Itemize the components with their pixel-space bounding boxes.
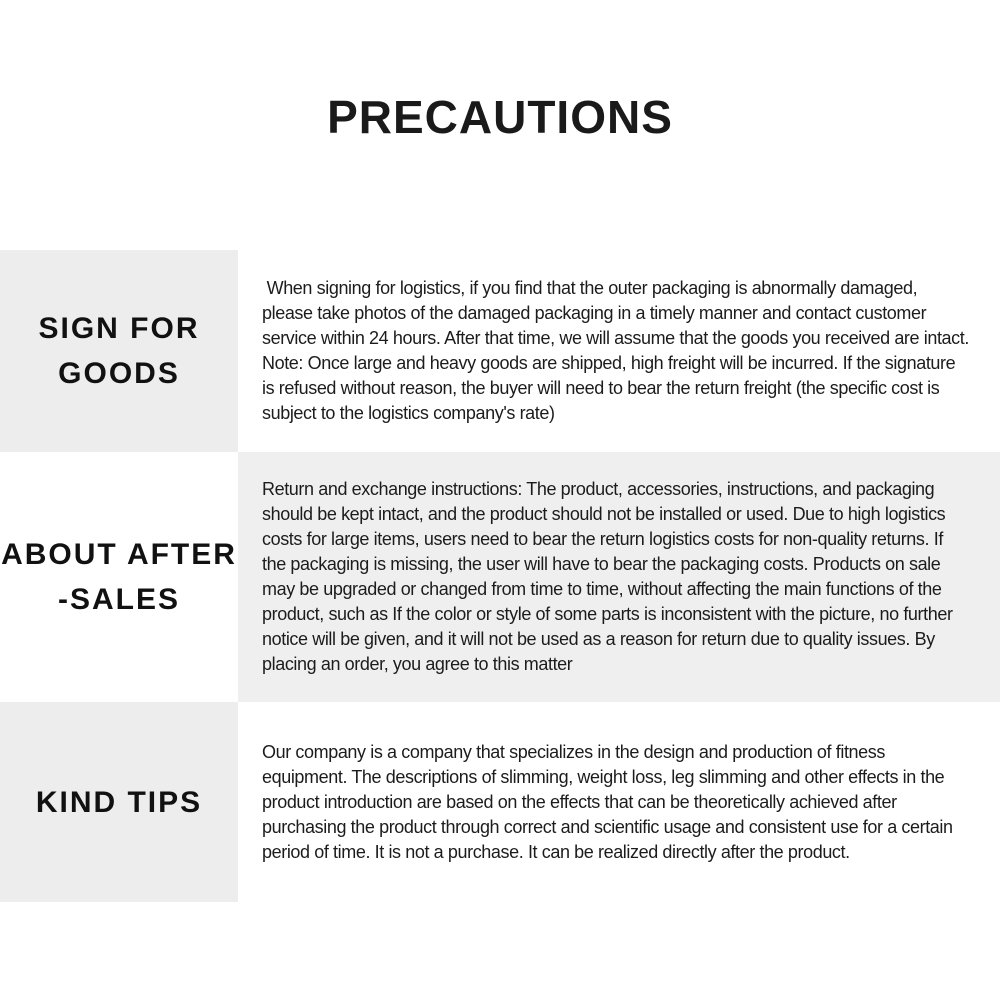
content-sign-for-goods [238,250,1000,452]
section-about-after-sales [0,452,1000,702]
label-box-about-after-sales [0,452,238,702]
label-line: SIGN FOR [38,312,200,345]
label-line: GOODS [58,357,180,390]
label-box-kind-tips [0,702,238,902]
content-about-after-sales [238,452,1000,702]
page-title: PRECAUTIONS [327,91,673,143]
body-text: When signing for logistics, if you find that the outer packaging is abnormally damaged, please take photos of the damaged packaging in a timely manner and contact customer service within 24 hours. After that time, we will assume that the goods you received are intact. Note: Once large and heavy goods are shipped, high freight will be incurred. If the signature is refused without reason, the buyer will need to bear the return freight (the specific cost is subject to the logistics company's rate) [262,278,974,423]
body-text: Our company is a company that specializes in the design and production of fitness equipment. The descriptions of slimming, weight loss, leg slimming and other effects in the product introduction are based on the effects that can be theoretically achieved after purchasing the product through correct and scientific usage and consistent use for a certain period of time. It is not a purchase. It can be realized directly after the product. [262,741,958,862]
section-sign-for-goods [0,250,1000,452]
section-kind-tips [0,702,1000,902]
sections-container [0,250,1000,902]
label-line: KIND TIPS [35,785,203,819]
label-box-sign-for-goods [0,250,238,452]
label-line: -SALES [57,583,180,616]
body-text: Return and exchange instructions: The product, accessories, instructions, and packaging should be kept intact, and the product should not be installed or used. Due to high logistics costs for large items, users need to bear the return logistics costs for non-quality returns. If the packaging is missing, the user will have to bear the packaging costs. Products on sale may be upgraded or changed from time to time, without affecting the main functions of the product, such as If the color or style of some parts is inconsistent with the picture, no further notice will be given, and it will not be used as a reason for return due to quality issues. By placing an order, you agree to this matter [262,479,958,674]
label-line: ABOUT AFTER [1,538,237,571]
content-kind-tips [238,702,1000,902]
